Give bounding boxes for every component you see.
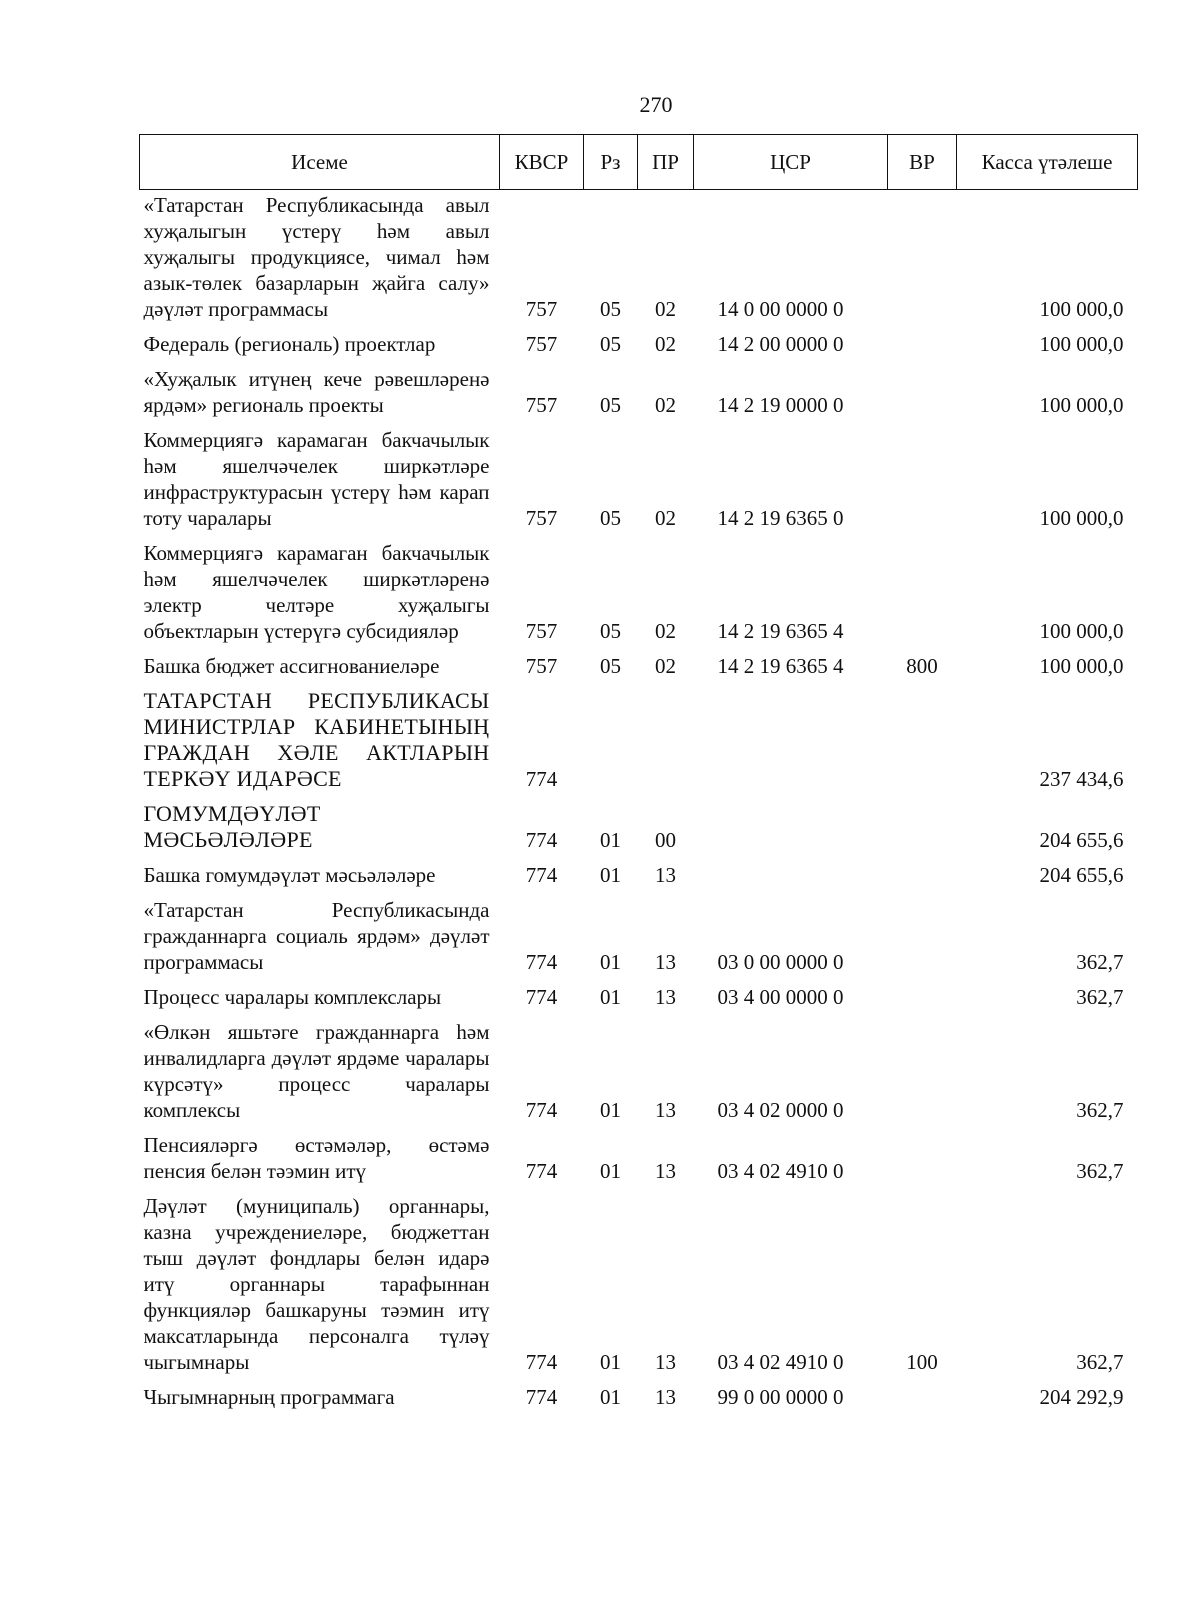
table-row (140, 647, 1138, 682)
cell-sum: 100 000,0 (1039, 393, 1124, 417)
cell-pr (638, 682, 694, 795)
table-row (140, 891, 1138, 978)
table-row (140, 1126, 1138, 1187)
cell-pr: 02 (655, 297, 676, 321)
cell-pr: 13 (655, 863, 676, 887)
cell-vr (888, 190, 957, 326)
cell-kvsr: 774 (525, 1098, 558, 1122)
cell-vr (888, 534, 957, 647)
cell-kvsr: 774 (525, 1385, 558, 1409)
cell-csr: 14 2 19 0000 0 (717, 393, 844, 417)
cell-kvsr: 774 (525, 1159, 558, 1183)
cell-sum: 100 000,0 (1039, 297, 1124, 321)
cell-pr: 02 (655, 506, 676, 530)
cell-sum: 237 434,6 (1039, 767, 1124, 791)
cell-sum: 362,7 (1076, 1159, 1124, 1183)
cell-sum: 362,7 (1076, 950, 1124, 974)
cell-rz: 05 (600, 654, 621, 678)
cell-rz: 01 (600, 1350, 621, 1374)
budget-table (139, 134, 1138, 1413)
cell-rz: 05 (600, 506, 621, 530)
cell-csr: 14 2 19 6365 4 (717, 619, 844, 643)
cell-sum: 100 000,0 (1039, 654, 1124, 678)
cell-pr: 13 (655, 985, 676, 1009)
cell-csr: 99 0 00 0000 0 (717, 1385, 844, 1409)
cell-csr: 03 4 02 4910 0 (717, 1350, 844, 1374)
cell-csr: 14 2 19 6365 4 (717, 654, 844, 678)
cell-pr: 02 (655, 332, 676, 356)
cell-csr (694, 856, 888, 891)
cell-name: «Татарстан Республикасында авыл хуҗалыгын үстерү һәм авыл хуҗалыгы продукциясе, чимал һәм азык-төлек базарларын җайга салу» дәүләт программасы (143, 193, 490, 321)
header-vr: ВР (888, 135, 957, 190)
cell-rz (584, 682, 638, 795)
cell-kvsr: 774 (525, 828, 558, 852)
cell-csr: 03 4 02 0000 0 (717, 1098, 844, 1122)
table-row (140, 1187, 1138, 1378)
cell-name: Коммерциягә карамаган бакчачылык һәм яшелчәчелек ширкәтләре инфраструктурасын үстерү һәм карап тоту чаралары (143, 428, 490, 530)
cell-name: Процесс чаралары комплекслары (143, 985, 442, 1009)
cell-csr: 14 2 00 0000 0 (717, 332, 844, 356)
cell-kvsr: 757 (525, 619, 558, 643)
cell-rz: 05 (600, 297, 621, 321)
cell-rz: 01 (600, 1159, 621, 1183)
cell-rz: 05 (600, 393, 621, 417)
cell-vr (888, 795, 957, 856)
cell-vr (888, 682, 957, 795)
cell-kvsr: 757 (525, 506, 558, 530)
table-row (140, 795, 1138, 856)
table-row (140, 978, 1138, 1013)
table-row (140, 856, 1138, 891)
cell-sum: 204 655,6 (1039, 863, 1124, 887)
cell-kvsr: 757 (525, 654, 558, 678)
table-row (140, 190, 1138, 326)
cell-vr: 800 (906, 654, 938, 678)
cell-name: Федераль (региональ) проектлар (143, 332, 436, 356)
page-number: 270 (639, 92, 673, 117)
table-row (140, 1378, 1138, 1413)
cell-vr (888, 978, 957, 1013)
header-pr: ПР (638, 135, 694, 190)
cell-kvsr: 757 (525, 297, 558, 321)
cell-name: ГОМУМДӘҮЛӘТ МӘСЬӘЛӘЛӘРЕ (143, 801, 321, 852)
cell-csr (694, 795, 888, 856)
cell-kvsr: 757 (525, 393, 558, 417)
cell-name: Чыгымнарның программага (143, 1385, 395, 1409)
cell-csr: 03 0 00 0000 0 (717, 950, 844, 974)
table-row (140, 360, 1138, 421)
cell-rz: 01 (600, 950, 621, 974)
cell-pr: 02 (655, 619, 676, 643)
cell-kvsr: 774 (525, 985, 558, 1009)
cell-name: Дәүләт (муниципаль) органнары, казна учреждениеләре, бюджеттан тыш дәүләт фондлары белән идарә итү органнары тарафыннан функцияләр башкаруны тәэмин итү максатларында персоналга түләү чыгымнары (143, 1194, 490, 1374)
cell-sum: 362,7 (1076, 1350, 1124, 1374)
cell-name: Коммерциягә карамаган бакчачылык һәм яшелчәчелек ширкәтләренә электр челтәре хуҗалыгы объектларын үстерүгә субсидияләр (143, 541, 490, 643)
cell-vr: 100 (906, 1350, 938, 1374)
cell-rz: 01 (600, 863, 621, 887)
cell-name: Башка гомумдәүләт мәсьәләләре (143, 863, 436, 887)
cell-name: «Хуҗалык итүнең кече рәвешләренә ярдәм» региональ проекты (143, 367, 490, 417)
cell-vr (888, 856, 957, 891)
cell-vr (888, 1378, 957, 1413)
cell-csr: 14 0 00 0000 0 (717, 297, 844, 321)
cell-kvsr: 757 (525, 332, 558, 356)
table-header (140, 135, 1138, 190)
cell-pr: 13 (655, 1098, 676, 1122)
cell-csr: 03 4 02 4910 0 (717, 1159, 844, 1183)
cell-rz: 01 (600, 828, 621, 852)
cell-pr: 13 (655, 1350, 676, 1374)
cell-rz: 01 (600, 1385, 621, 1409)
table-row (140, 1013, 1138, 1126)
header-csr: ЦСР (694, 135, 888, 190)
cell-vr (888, 1126, 957, 1187)
header-rz: Рз (584, 135, 638, 190)
header-name: Исеме (140, 135, 500, 190)
cell-sum: 100 000,0 (1039, 332, 1124, 356)
cell-csr (694, 682, 888, 795)
cell-rz: 01 (600, 985, 621, 1009)
cell-sum: 362,7 (1076, 1098, 1124, 1122)
cell-kvsr: 774 (525, 767, 558, 791)
cell-vr (888, 360, 957, 421)
cell-sum: 100 000,0 (1039, 506, 1124, 530)
cell-name: Пенсияләргә өстәмәләр, өстәмә пенсия белән тәэмин итү (143, 1133, 490, 1183)
cell-vr (888, 325, 957, 360)
header-sum: Касса үтәлеше (957, 135, 1138, 190)
table-body (140, 190, 1138, 1414)
cell-pr: 13 (655, 1385, 676, 1409)
cell-csr: 14 2 19 6365 0 (717, 506, 844, 530)
cell-sum: 100 000,0 (1039, 619, 1124, 643)
table-row (140, 421, 1138, 534)
cell-rz: 05 (600, 619, 621, 643)
table-row (140, 534, 1138, 647)
table-row (140, 325, 1138, 360)
cell-sum: 362,7 (1076, 985, 1124, 1009)
table-row (140, 682, 1138, 795)
cell-pr: 13 (655, 1159, 676, 1183)
cell-name: ТАТАРСТАН РЕСПУБЛИКАСЫ МИНИСТРЛАР КАБИНЕТЫНЫҢ ГРАЖДАН ХӘЛЕ АКТЛАРЫН ТЕРКӘҮ ИДАРӘСЕ (143, 688, 490, 791)
cell-vr (888, 891, 957, 978)
cell-vr (888, 421, 957, 534)
cell-kvsr: 774 (525, 950, 558, 974)
cell-sum: 204 655,6 (1039, 828, 1124, 852)
cell-pr: 02 (655, 654, 676, 678)
cell-rz: 05 (600, 332, 621, 356)
cell-name: «Өлкән яшьтәге гражданнарга һәм инвалидларга дәүләт ярдәме чаралары күрсәтү» процесс чаралары комплексы (143, 1020, 490, 1122)
cell-rz: 01 (600, 1098, 621, 1122)
cell-vr (888, 1013, 957, 1126)
cell-kvsr: 774 (525, 863, 558, 887)
cell-name: «Татарстан Республикасында гражданнарга социаль ярдәм» дәүләт программасы (143, 898, 490, 974)
cell-csr: 03 4 00 0000 0 (717, 985, 844, 1009)
cell-kvsr: 774 (525, 1350, 558, 1374)
cell-pr: 00 (655, 828, 676, 852)
cell-pr: 02 (655, 393, 676, 417)
header-kvsr: КВСР (500, 135, 584, 190)
cell-pr: 13 (655, 950, 676, 974)
cell-name: Башка бюджет ассигнованиеләре (143, 654, 440, 678)
cell-sum: 204 292,9 (1039, 1385, 1124, 1409)
